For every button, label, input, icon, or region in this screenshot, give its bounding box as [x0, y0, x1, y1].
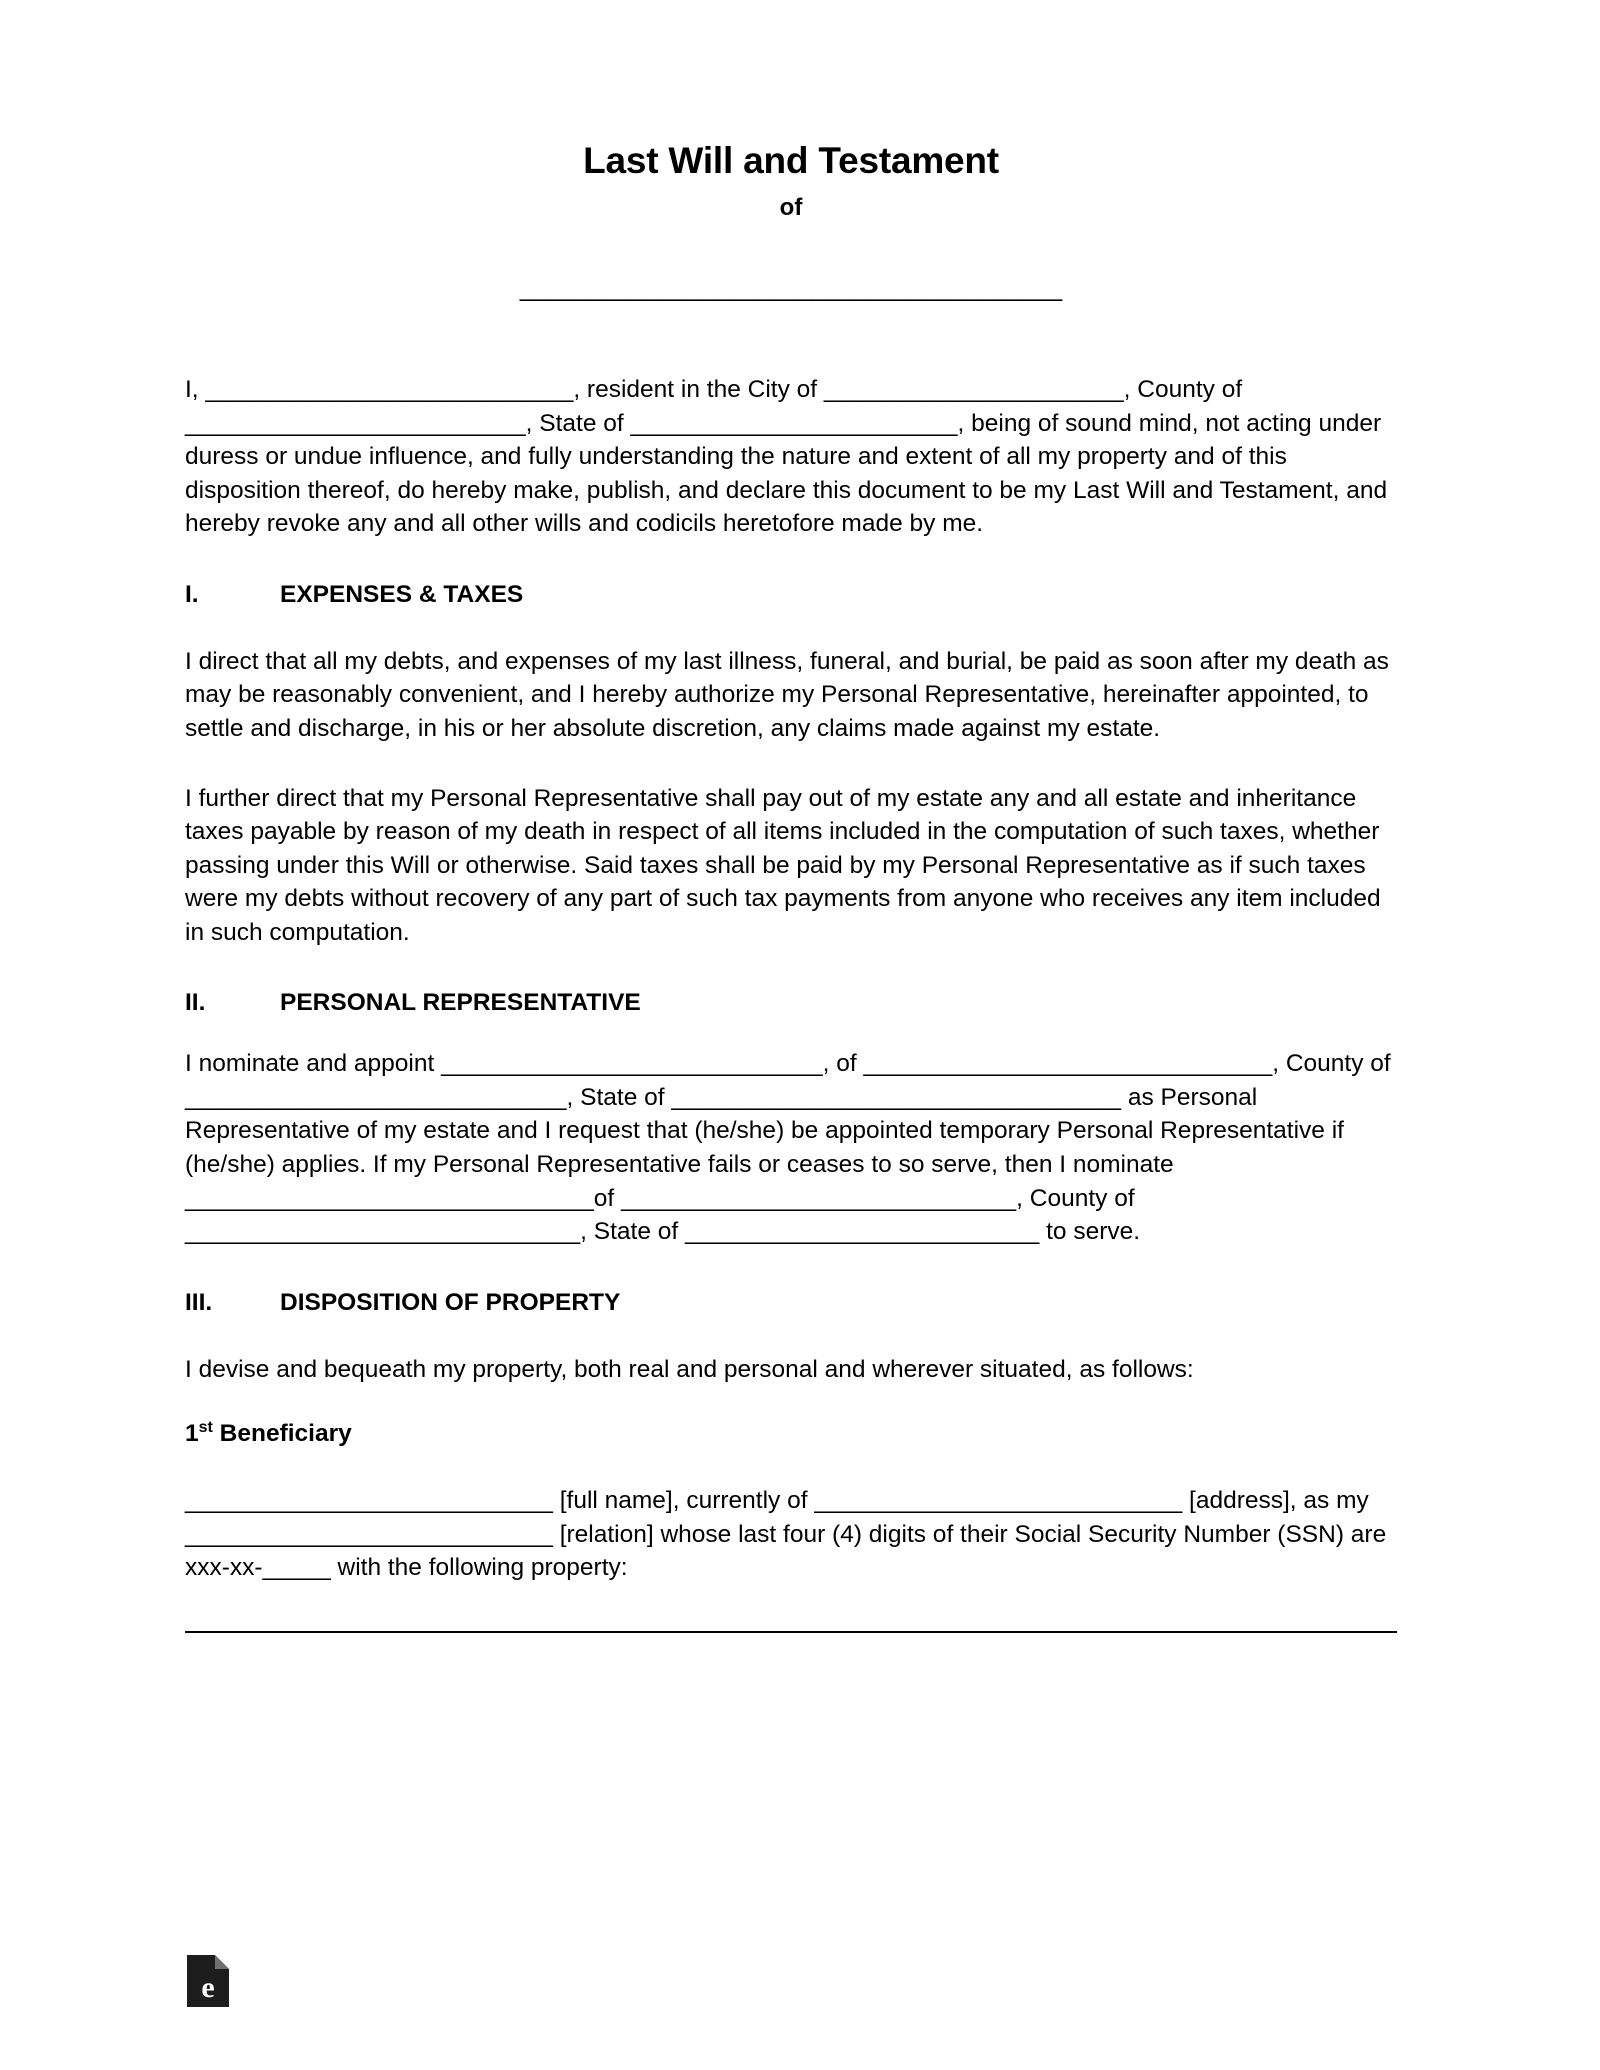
testator-name-line-wrap — [185, 274, 1397, 303]
beneficiary-label: Beneficiary — [212, 1420, 352, 1448]
section-number: I. — [185, 580, 199, 608]
expenses-paragraph-1: I direct that all my debts, and expenses of my last illness, funeral, and burial, be paid as soon after my death as may be reasonably convenient, and I hereby authorize my Personal Representative, hereinafter appointed, to settle and discharge, in his or her absolute discretion, any claims made against my estate. — [185, 647, 1389, 742]
svg-text:e: e — [201, 1971, 215, 2004]
section-title: DISPOSITION OF PROPERTY — [280, 1288, 621, 1316]
footer-logo[interactable] — [185, 1953, 245, 2015]
page-subtitle: of — [779, 194, 803, 221]
section-number: III. — [185, 1288, 213, 1316]
section-title: PERSONAL REPRESENTATIVE — [280, 989, 641, 1017]
beneficiary-ordinal-suffix: st — [198, 1419, 213, 1437]
page-title: Last Will and Testament — [583, 140, 999, 181]
intro-paragraph: I, ___________________________, resident in the City of ______________________, County of _________________________, State of ________________________, being of sound mind, not acting under duress or undue influence, and fully understanding the nature and extent of all my property and of this disposition thereof, do hereby make, publish, and declare this document to be my Last Will and Testament, and hereby revoke any and all other wills and codicils heretofore made by me. — [185, 376, 1388, 538]
personal-representative-paragraph: I nominate and appoint ____________________________, of ______________________________, County of ____________________________, State of _________________________________ as Personal Representative of my estate and I request that (he/she) be appointed temporary Personal Representative if (he/she) applies. If my Personal Representative fails or ceases to so serve, then I nominate ______________________________of _____________________________, County of _____________________________, State of __________________________ to serve. — [185, 1050, 1391, 1246]
first-beneficiary-paragraph: ___________________________ [full name], currently of ___________________________ [address], as my ___________________________ [relation] whose last four (4) digits of their Social Security Number (SSN) are xxx-xx-_____ with the following property: — [185, 1487, 1387, 1582]
document-body — [185, 0, 1397, 1641]
section-title: EXPENSES & TAXES — [280, 580, 524, 608]
file-document-icon — [185, 1953, 231, 2009]
disposition-paragraph: I devise and bequeath my property, both real and personal and wherever situated, as follows: — [185, 1355, 1194, 1383]
expenses-paragraph-2: I further direct that my Personal Representative shall pay out of my estate any and all estate and inheritance taxes payable by reason of my death in respect of all items included in the computation of such taxes, whether passing under this Will or otherwise. Said taxes shall be paid by my Personal Representative as if such taxes were my debts without recovery of any part of such tax payments from anyone who receives any item included in such computation. — [185, 784, 1381, 946]
beneficiary-ordinal: 1 — [185, 1420, 199, 1448]
first-beneficiary-heading — [185, 1420, 1397, 1448]
footer-divider — [185, 1631, 1397, 1633]
testator-name-blank[interactable]: _______________________________________ — [519, 274, 1063, 302]
section-heading-personal-representative — [185, 989, 1397, 1017]
section-heading-disposition-of-property — [185, 1289, 1397, 1317]
section-heading-expenses-taxes — [185, 581, 1397, 609]
section-number: II. — [185, 989, 206, 1017]
